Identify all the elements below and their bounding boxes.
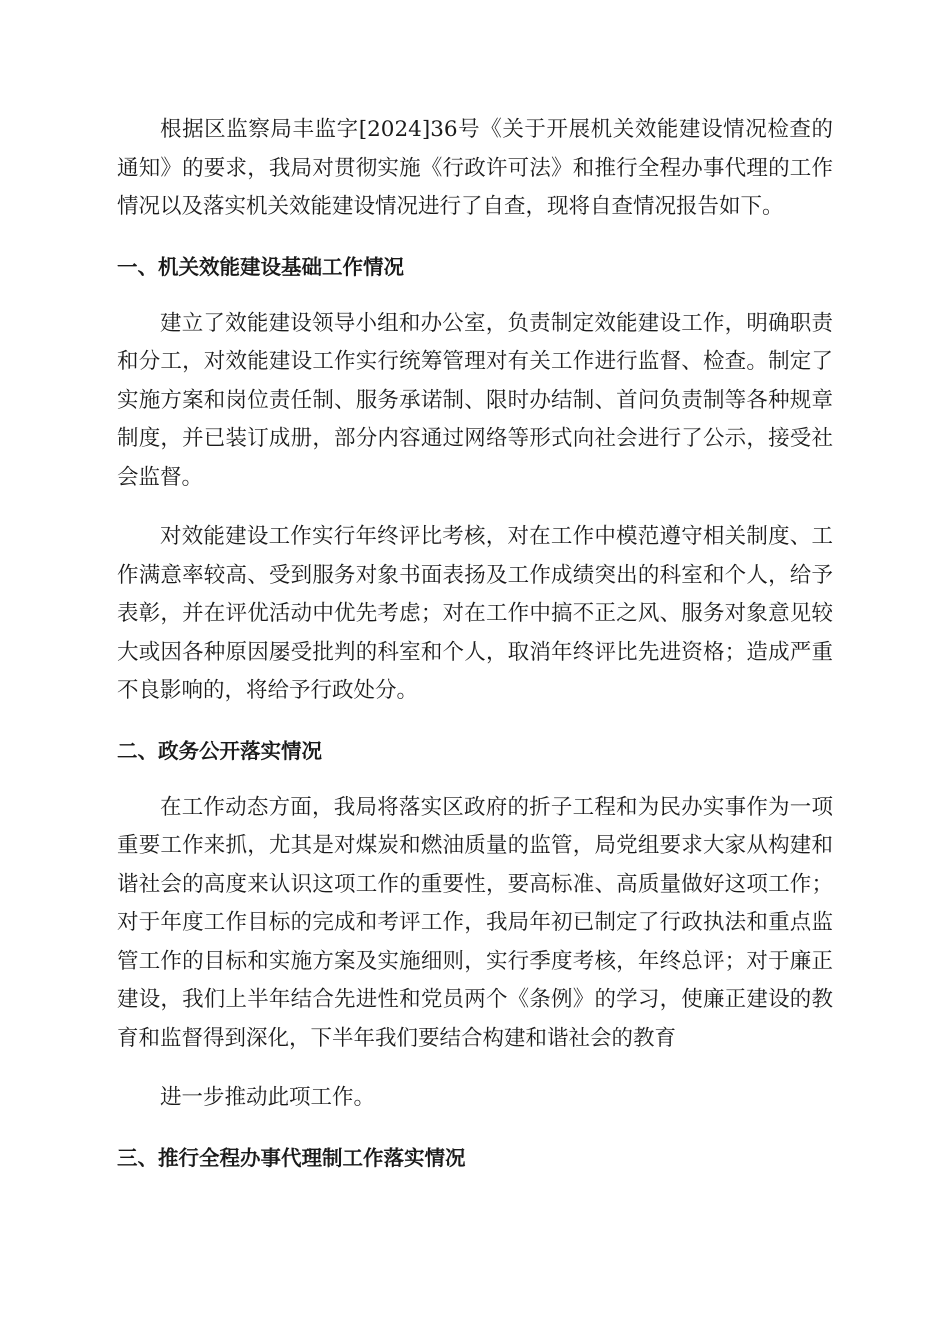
section-2-paragraph-1: 在工作动态方面，我局将落实区政府的折子工程和为民办实事作为一项重要工作来抓，尤其是对煤炭和燃油质量的监管，局党组要求大家从构建和谐社会的高度来认识这项工作的重要性，要高标准、高质量做好这项工作；对于年度工作目标的完成和考评工作，我局年初已制定了行政执法和重点监管工作的目标和实施方案及实施细则，实行季度考核，年终总评；对于廉正建设，我们上半年结合先进性和党员两个《条例》的学习，使廉正建设的教育和监督得到深化，下半年我们要结合构建和谐社会的教育 <box>117 794 833 1051</box>
section-3-heading: 三、推行全程办事代理制工作落实情况 <box>117 1145 466 1170</box>
section-2-paragraph-2: 进一步推动此项工作。 <box>160 1085 376 1110</box>
section-1-paragraph-2: 对效能建设工作实行年终评比考核，对在工作中模范遵守相关制度、工作满意率较高、受到服务对象书面表扬及工作成绩突出的科室和个人，给予表彰，并在评优活动中优先考虑；对在工作中搞不正之风、服务对象意见较大或因各种原因屡受批判的科室和个人，取消年终评比先进资格；造成严重不良影响的，将给予行政处分。 <box>117 524 833 703</box>
section-1-heading: 一、机关效能建设基础工作情况 <box>117 254 404 279</box>
document-page <box>117 111 833 1196</box>
intro-paragraph: 根据区监察局丰监字[2024]36号《关于开展机关效能建设情况检查的通知》的要求，我局对贯彻实施《行政许可法》和推行全程办事代理的工作情况以及落实机关效能建设情况进行了自查，现将自查情况报告如下。 <box>117 117 833 219</box>
section-1-paragraph-1: 建立了效能建设领导小组和办公室，负责制定效能建设工作，明确职责和分工，对效能建设工作实行统筹管理对有关工作进行监督、检查。制定了实施方案和岗位责任制、服务承诺制、限时办结制、首问负责制等各种规章制度，并已装订成册，部分内容通过网络等形式向社会进行了公示，接受社会监督。 <box>117 310 833 490</box>
section-2-heading: 二、政务公开落实情况 <box>117 738 322 763</box>
